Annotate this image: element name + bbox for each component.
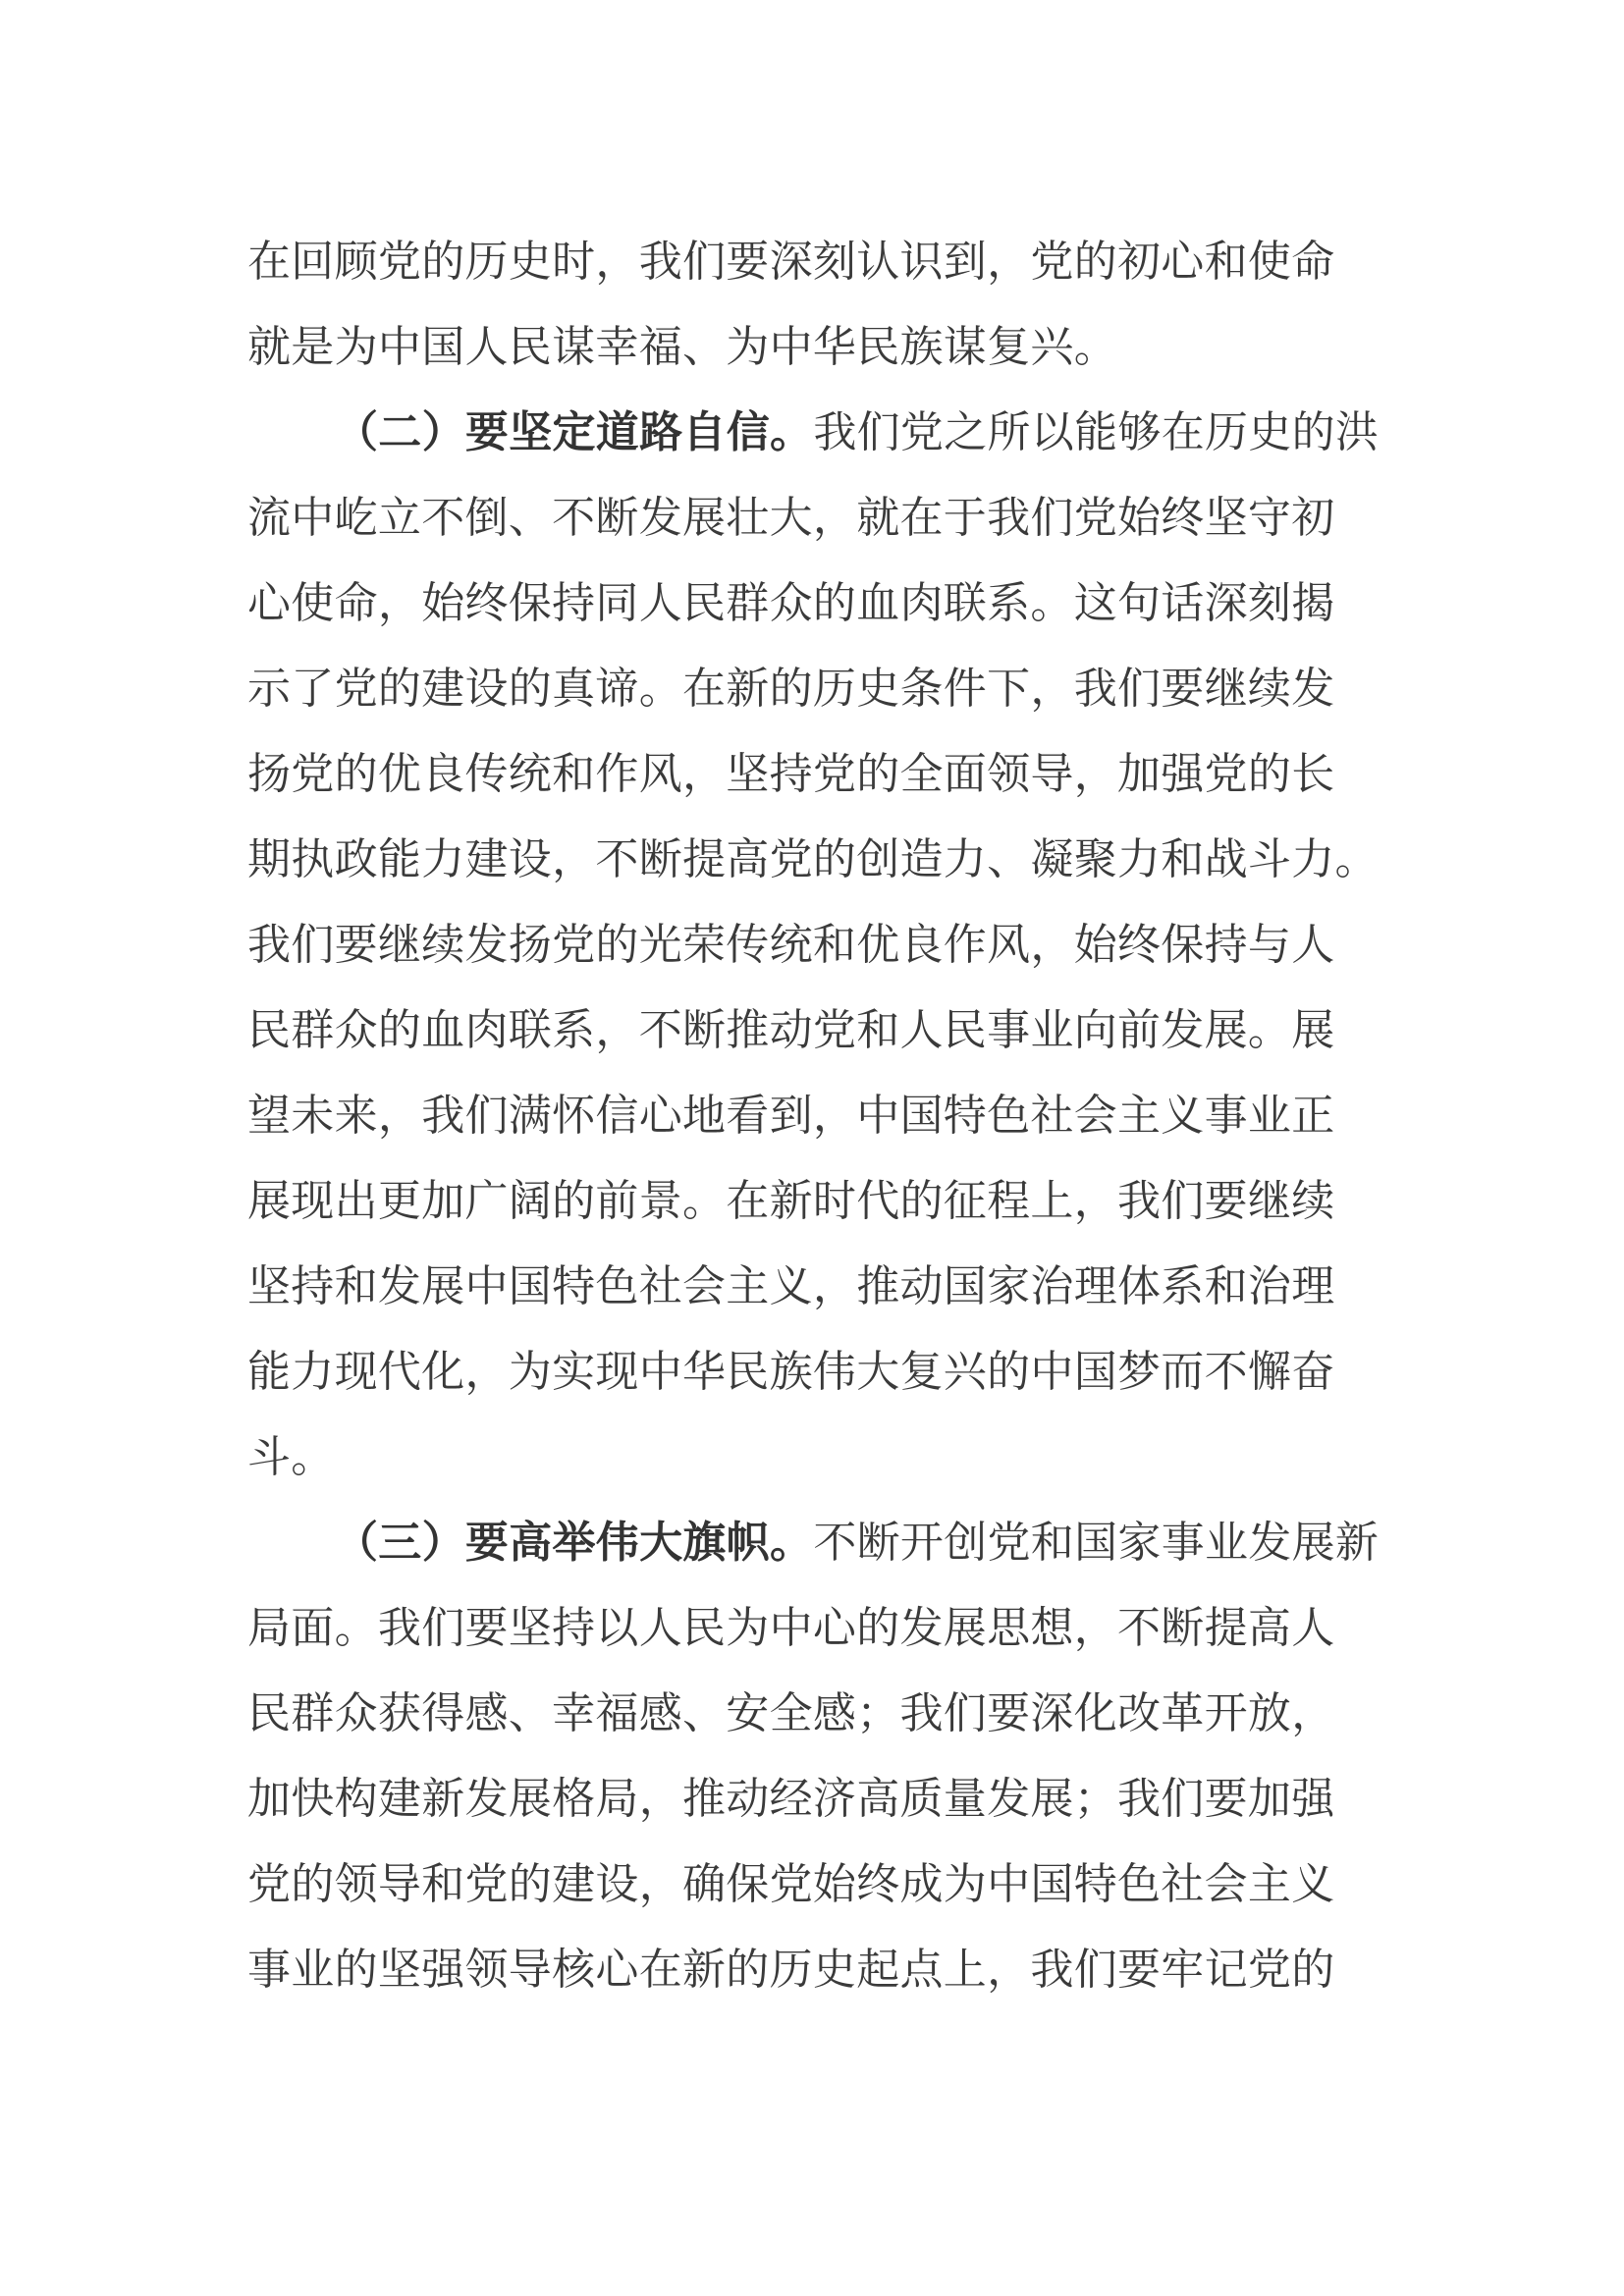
text-line — [247, 1427, 1377, 1513]
text-line — [247, 744, 1377, 829]
line-text: 就是为中国人民谋幸福、为中华民族谋复兴。 — [247, 322, 1117, 372]
line-text: 民群众获得感、幸福感、安全感；我们要深化改革开放， — [247, 1688, 1335, 1738]
text-line — [247, 317, 1377, 402]
bold-heading: （三）要高举伟大旗帜。 — [335, 1518, 814, 1568]
text-line — [247, 1683, 1377, 1769]
line-text: 期执政能力建设，不断提高党的创造力、凝聚力和战斗力。 — [247, 834, 1379, 884]
line-text: 望未来，我们满怀信心地看到，中国特色社会主义事业正 — [247, 1091, 1335, 1141]
text-line — [247, 1598, 1377, 1683]
text-line — [247, 488, 1377, 573]
line-text: 民群众的血肉联系，不断推动党和人民事业向前发展。展 — [247, 1005, 1335, 1055]
line-text: 在回顾党的历史时，我们要深刻认识到，党的初心和使命 — [247, 237, 1335, 287]
line-text: 加快构建新发展格局，推动经济高质量发展；我们要加强 — [247, 1774, 1335, 1824]
bold-heading: （二）要坚定道路自信。 — [335, 407, 814, 457]
text-line — [247, 1086, 1377, 1171]
text-line — [247, 1256, 1377, 1342]
text-line — [247, 1342, 1377, 1427]
text-line — [247, 829, 1377, 915]
line-text: 流中屹立不倒、不断发展壮大，就在于我们党始终坚守初 — [247, 493, 1335, 543]
text-line — [247, 1769, 1377, 1854]
document-page — [247, 232, 1380, 2025]
line-text: 事业的坚强领导核心在新的历史起点上，我们要牢记党的 — [247, 1945, 1335, 1995]
line-text: 示了党的建设的真谛。在新的历史条件下，我们要继续发 — [247, 664, 1335, 714]
text-line — [247, 1171, 1377, 1256]
line-text: 能力现代化，为实现中华民族伟大复兴的中国梦而不懈奋 — [247, 1347, 1335, 1397]
line-text: 我们党之所以能够在历史的洪 — [813, 407, 1380, 457]
section-heading-line — [247, 1513, 1380, 1598]
text-line — [247, 915, 1377, 1000]
line-text: 展现出更加广阔的前景。在新时代的征程上，我们要继续 — [247, 1176, 1335, 1226]
text-line — [247, 573, 1377, 659]
line-text: 扬党的优良传统和作风，坚持党的全面领导，加强党的长 — [247, 749, 1335, 799]
text-line — [247, 659, 1377, 744]
line-text: 心使命，始终保持同人民群众的血肉联系。这句话深刻揭 — [247, 578, 1335, 628]
text-line — [247, 1000, 1377, 1086]
line-text: 我们要继续发扬党的光荣传统和优良作风，始终保持与人 — [247, 920, 1335, 970]
line-text: 斗。 — [247, 1432, 335, 1482]
text-line — [247, 232, 1377, 317]
section-heading-line — [247, 402, 1380, 488]
line-text: 党的领导和党的建设，确保党始终成为中国特色社会主义 — [247, 1859, 1335, 1909]
line-text: 不断开创党和国家事业发展新 — [813, 1518, 1380, 1568]
text-line — [247, 1940, 1377, 2025]
line-text: 局面。我们要坚持以人民为中心的发展思想，不断提高人 — [247, 1603, 1335, 1653]
line-text: 坚持和发展中国特色社会主义，推动国家治理体系和治理 — [247, 1261, 1335, 1311]
text-line — [247, 1854, 1377, 1940]
